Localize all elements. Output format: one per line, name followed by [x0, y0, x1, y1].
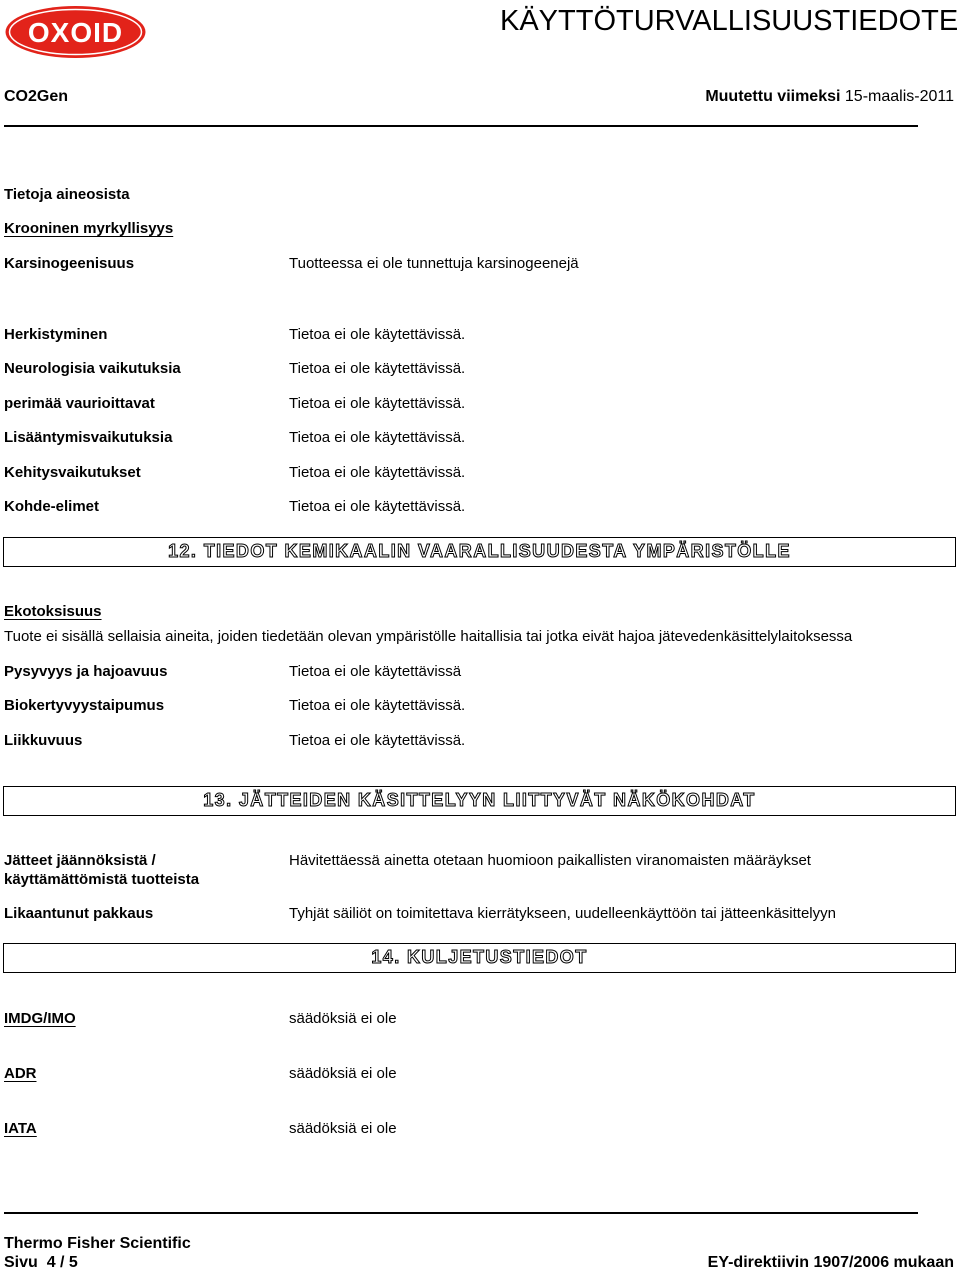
section-12-title: 12. TIEDOT KEMIKAALIN VAARALLISUUDESTA YMPÄRISTÖLLE	[168, 541, 791, 561]
page-indicator	[4, 1253, 78, 1272]
env-row-label: Biokertyvyystaipumus	[4, 697, 165, 714]
tox-row-label: Kehitysvaikutukset	[4, 464, 141, 481]
ecotoxicity-heading: Ekotoksisuus	[4, 603, 102, 620]
tox-row-label: perimää vaurioittavat	[4, 395, 155, 412]
tox-row-value: Tietoa ei ole käytettävissä.	[289, 360, 466, 377]
transport-row-value: säädöksiä ei ole	[289, 1120, 397, 1137]
tox-row-value: Tietoa ei ole käytettävissä.	[289, 395, 466, 412]
transport-row-value: säädöksiä ei ole	[289, 1065, 397, 1082]
tox-row-value: Tietoa ei ole käytettävissä.	[289, 498, 466, 515]
regulation-text: EY-direktiivin 1907/2006 mukaan	[707, 1254, 954, 1271]
tox-row-label: Herkistyminen	[4, 326, 108, 343]
page-label: Sivu	[4, 1254, 38, 1271]
page-number: 4 / 5	[46, 1254, 78, 1271]
waste-label-line2: käyttämättömistä tuotteista	[4, 871, 200, 888]
section-14-title: 14. KULJETUSTIEDOT	[371, 947, 588, 967]
packaging-value: Tyhjät säiliöt on toimitettava kierrätykseen, uudelleenkäyttöön tai jätteenkäsittelyyn	[289, 905, 836, 922]
ecotoxicity-text: Tuote ei sisällä sellaisia aineita, joiden tiedetään olevan ympäristölle haitallisia tai jotka eivät hajoa jätevedenkäsittelylaitoksessa	[4, 628, 853, 645]
section-12-header	[3, 537, 956, 567]
env-row-value: Tietoa ei ole käytettävissä.	[289, 697, 466, 714]
section-14-header	[3, 943, 956, 973]
tox-row-value: Tietoa ei ole käytettävissä.	[289, 326, 466, 343]
tox-row-value: Tietoa ei ole käytettävissä.	[289, 464, 466, 481]
revised-label: Muutettu viimeksi	[705, 88, 841, 105]
transport-row-label: IMDG/IMO	[4, 1010, 76, 1027]
section-13-header	[3, 786, 956, 816]
revised-date: 15-maalis-2011	[844, 88, 954, 105]
company-name: Thermo Fisher Scientific	[4, 1235, 191, 1252]
carcinogenicity-label: Karsinogeenisuus	[4, 255, 135, 272]
revision-info	[705, 87, 954, 107]
tox-row-value: Tietoa ei ole käytettävissä.	[289, 429, 466, 446]
tox-row-label: Neurologisia vaikutuksia	[4, 360, 181, 377]
product-name: CO2Gen	[4, 88, 69, 105]
footer-rule	[4, 1212, 918, 1214]
section-13-title: 13. JÄTTEIDEN KÄSITTELYYN LIITTYVÄT NÄKÖKOHDAT	[203, 790, 756, 810]
waste-value: Hävitettäessä ainetta otetaan huomioon paikallisten viranomaisten määräykset	[289, 852, 811, 869]
waste-label-line1: Jätteet jäännöksistä /	[4, 852, 156, 869]
transport-row-value: säädöksiä ei ole	[289, 1010, 397, 1027]
packaging-label: Likaantunut pakkaus	[4, 905, 154, 922]
carcinogenicity-value: Tuotteessa ei ole tunnettuja karsinogeenejä	[289, 255, 579, 272]
component-info-heading: Tietoja aineosista	[4, 186, 130, 203]
document-title: KÄYTTÖTURVALLISUUSTIEDOTE	[500, 5, 959, 37]
transport-row-label: IATA	[4, 1120, 37, 1137]
env-row-value: Tietoa ei ole käytettävissä	[289, 663, 462, 680]
env-row-value: Tietoa ei ole käytettävissä.	[289, 732, 466, 749]
chronic-toxicity-heading: Krooninen myrkyllisyys	[4, 220, 174, 237]
svg-text:OXOID: OXOID	[27, 17, 124, 48]
env-row-label: Liikkuvuus	[4, 732, 83, 749]
transport-row-label: ADR	[4, 1065, 37, 1082]
header-rule	[4, 125, 918, 127]
tox-row-label: Lisääntymisvaikutuksia	[4, 429, 173, 446]
oxoid-logo	[4, 4, 147, 60]
tox-row-label: Kohde-elimet	[4, 498, 100, 515]
env-row-label: Pysyvyys ja hajoavuus	[4, 663, 168, 680]
